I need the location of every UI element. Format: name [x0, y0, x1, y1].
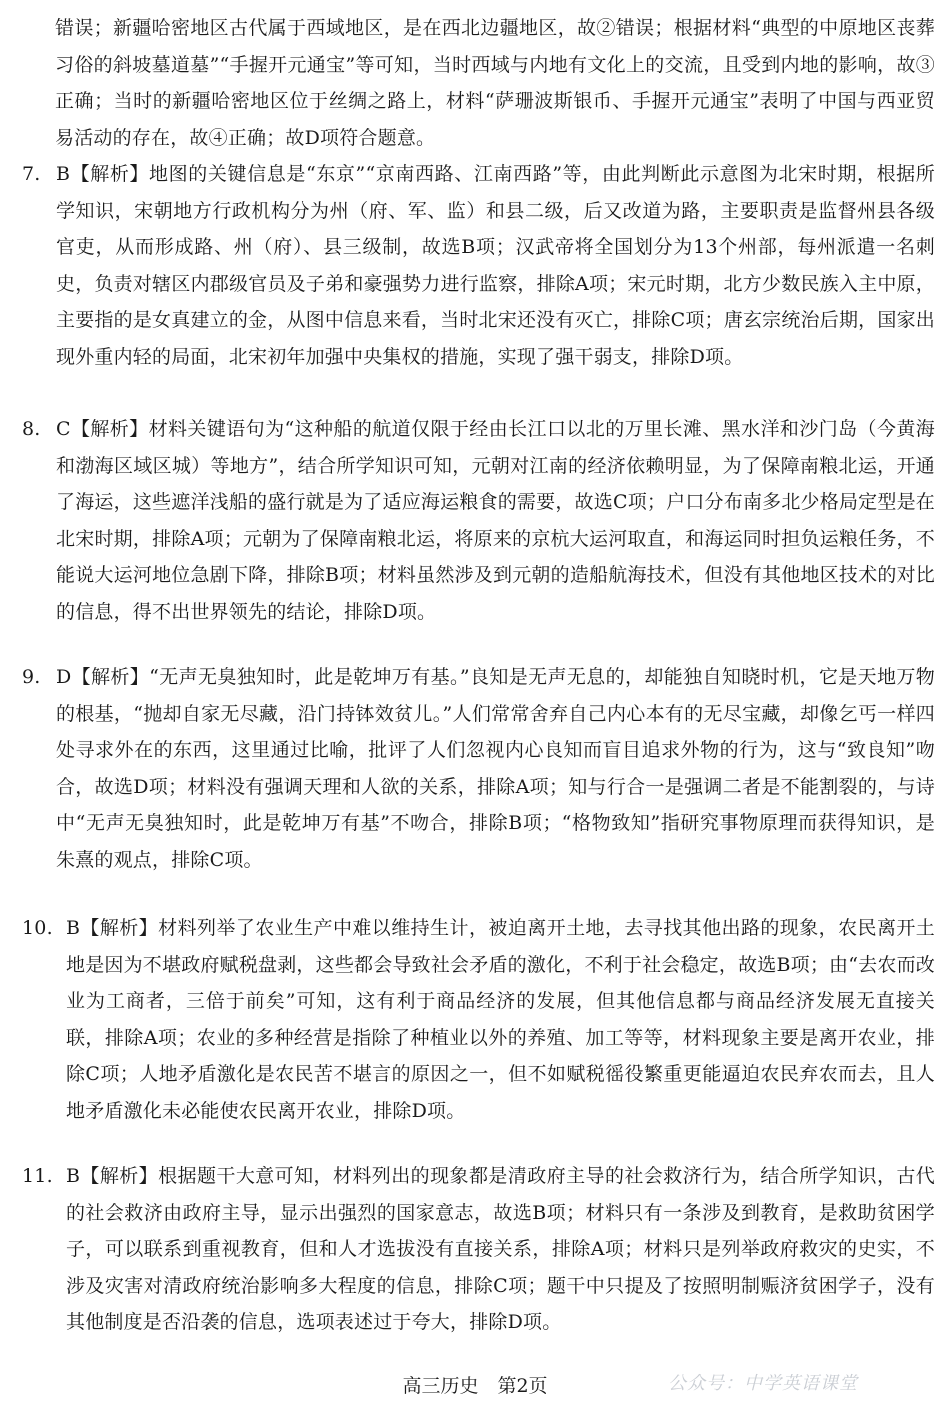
- item-explanation: C【解析】材料关键语句为“这种船的航道仅限于经由长江口以北的万里长滩、黑水洋和沙门岛（今黄海和渤海区域区城）等地方”，结合所学知识可知，元朝对江南的经济依赖明显，为了保障南粮北运，开通了海运，这些遮洋浅船的盛行就是为了适应海运粮食的需要，故选C项；户口分布南多北少格局定型是在北宋时期，排除A项；元朝为了保障南粮北运，将原来的京杭大运河取直，和海运同时担负运粮任务，不能说大运河地位急剧下降，排除B项；材料虽然涉及到元朝的造船航海技术，但没有其他地区技术的对比的信息，得不出世界领先的结论，排除D项。: [56, 418, 935, 623]
- page-footer: 高三历史 第2页: [402, 1375, 548, 1397]
- item-explanation: B【解析】地图的关键信息是“东京”“京南西路、江南西路”等，由此判断此示意图为北宋时期，根据所学知识，宋朝地方行政机构分为州（府、军、监）和县二级，后又改道为路，主要职责是监督州县各级官吏，从而形成路、州（府）、县三级制，故选B项；汉武帝将全国划分为13个州部，每州派遣一名刺史，负责对辖区内郡级官员及子弟和豪强势力进行监察，排除A项；宋元时期，北方少数民族入主中原，主要指的是女真建立的金，从图中信息来看，当时北宋还没有灭亡，排除C项；唐玄宗统治后期，国家出现外重内轻的局面，北宋初年加强中央集权的措施，实现了强干弱支，排除D项。: [56, 163, 935, 368]
- answer-item-9: [22, 659, 935, 878]
- item-explanation: D【解析】“无声无臭独知时，此是乾坤万有基。”良知是无声无息的，却能独自知晓时机，它是天地万物的根基，“抛却自家无尽藏，沿门持钵效贫儿。”人们常常舍弃自己内心本有的无尽宝藏，却像乞丐一样四处寻求外在的东西，这里通过比喻，批评了人们忽视内心良知而盲目追求外物的行为，这与“致良知”吻合，故选D项；材料没有强调天理和人欲的关系，排除A项；知与行合一是强调二者是不能割裂的，与诗中“无声无臭独知时，此是乾坤万有基”不吻合，排除B项；“格物致知”指研究事物原理而获得知识，是朱熹的观点，排除C项。: [56, 666, 935, 871]
- answer-item-11: [22, 1158, 935, 1341]
- item-number: 8.: [22, 418, 41, 440]
- watermark: 公众号：中学英语课堂: [668, 1373, 858, 1394]
- item-explanation: B【解析】根据题干大意可知，材料列出的现象都是清政府主导的社会救济行为，结合所学知识，古代的社会救济由政府主导，显示出强烈的国家意志，故选B项；材料只有一条涉及到教育，是救助贫困学子，可以联系到重视教育，但和人才选拔没有直接关系，排除A项；材料只是列举政府救灾的史实，不涉及灾害对清政府统治影响多大程度的信息，排除C项；题干中只提及了按照明制赈济贫困学子，没有其他制度是否沿袭的信息，选项表述过于夸大，排除D项。: [66, 1165, 935, 1333]
- item-number: 9.: [22, 666, 41, 688]
- item-number: 10.: [22, 917, 53, 939]
- answer-item-8: [22, 411, 935, 630]
- item-number: 7.: [22, 163, 41, 185]
- item-explanation: B【解析】材料列举了农业生产中难以维持生计，被迫离开土地，去寻找其他出路的现象，农民离开土地是因为不堪政府赋税盘剥，这些都会导致社会矛盾的激化，不利于社会稳定，故选B项；由“去农而改业为工商者，三倍于前矣”可知，这有利于商品经济的发展，但其他信息都与商品经济发展无直接关联，排除A项；农业的多种经营是指除了种植业以外的养殖、加工等等，材料现象主要是离开农业，排除C项；人地矛盾激化是农民苦不堪言的原因之一，但不如赋税徭役繁重更能逼迫农民弃农而去，且人地矛盾激化未必能使农民离开农业，排除D项。: [66, 917, 935, 1122]
- answer-item-7: [22, 156, 935, 375]
- item-number: 11.: [22, 1165, 53, 1187]
- item-6-continuation: 错误；新疆哈密地区古代属于西域地区，是在西北边疆地区，故②错误；根据材料“典型的中原地区丧葬习俗的斜坡墓道墓”“手握开元通宝”等可知，当时西域与内地有文化上的交流，且受到内地的影响，故③正确；当时的新疆哈密地区位于丝绸之路上，材料“萨珊波斯银币、手握开元通宝”表明了中国与西亚贸易活动的存在，故④正确；故D项符合题意。: [55, 17, 935, 149]
- answer-item-10: [22, 910, 935, 1129]
